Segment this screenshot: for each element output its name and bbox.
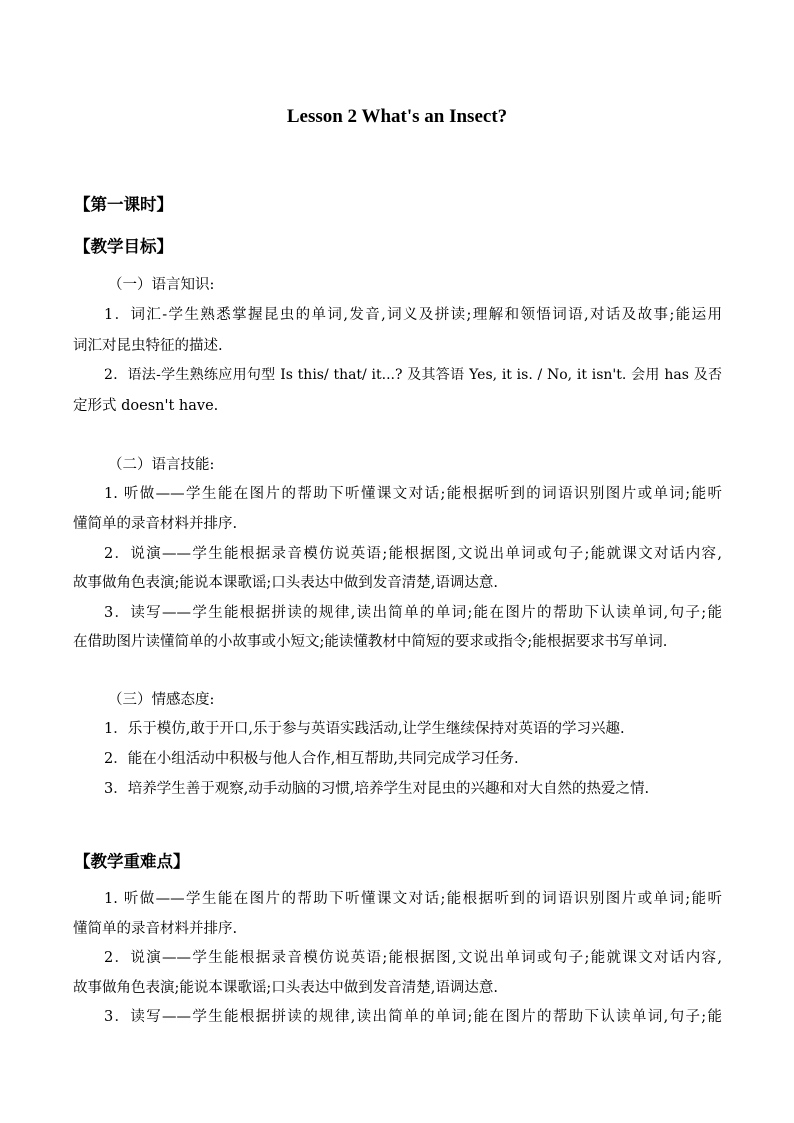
knowledge-item-1: 1．词汇-学生熟悉掌握昆虫的单词,发音,词义及拼读;理解和领悟词语,对话及故事;能运用 bbox=[104, 307, 722, 323]
skills-item-2: 2．说演——学生能根据录音模仿说英语;能根据图,文说出单词或句子;能就课文对话内容, bbox=[104, 546, 722, 562]
attitude-item-3: 3．培养学生善于观察,动手动脑的习惯,培养学生对昆虫的兴趣和对大自然的热爱之情. bbox=[104, 781, 650, 797]
key-points-item-2: 2．说演——学生能根据录音模仿说英语;能根据图,文说出单词或句子;能就课文对话内容, bbox=[104, 950, 722, 966]
key-points-item-3: 3．读写——学生能根据拼读的规律,读出简单的单词;能在图片的帮助下认读单词,句子;能 bbox=[104, 1009, 722, 1025]
key-points-item-1: 1. 听做——学生能在图片的帮助下听懂课文对话;能根据听到的词语识别图片或单词;能听 bbox=[104, 891, 722, 907]
knowledge-heading: （一）语言知识: bbox=[108, 277, 215, 293]
skills-item-3-cont: 在借助图片读懂简单的小故事或小短文;能读懂教材中简短的要求或指令;能根据要求书写单词. bbox=[73, 634, 668, 650]
skills-heading: （二）语言技能: bbox=[108, 457, 215, 473]
attitude-item-1: 1．乐于模仿,敢于开口,乐于参与英语实践活动,让学生继续保持对英语的学习兴趣. bbox=[104, 721, 625, 737]
skills-item-1-cont: 懂简单的录音材料并排序. bbox=[73, 516, 238, 532]
lesson-title: Lesson 2 What's an Insect? bbox=[286, 106, 508, 127]
skills-item-3: 3．读写——学生能根据拼读的规律,读出简单的单词;能在图片的帮助下认读单词,句子;能 bbox=[104, 605, 722, 621]
knowledge-item-2: 2．语法-学生熟练应用句型 Is this/ that/ it...? 及其答语 Yes, it is. / No, it isn't. 会用 has 及否 bbox=[104, 367, 722, 383]
objectives-heading: 【教学目标】 bbox=[74, 237, 173, 256]
period-heading: 【第一课时】 bbox=[74, 195, 173, 214]
attitude-heading: （三）情感态度: bbox=[108, 692, 215, 708]
key-points-item-1-cont: 懂简单的录音材料并排序. bbox=[73, 921, 238, 937]
knowledge-item-2-cont: 定形式 doesn't have. bbox=[73, 398, 219, 414]
knowledge-item-1-cont: 词汇对昆虫特征的描述. bbox=[73, 338, 223, 354]
key-points-heading: 【教学重难点】 bbox=[74, 852, 190, 871]
skills-item-2-cont: 故事做角色表演;能说本课歌谣;口头表达中做到发音清楚,语调达意. bbox=[73, 575, 498, 591]
attitude-item-2: 2．能在小组活动中积极与他人合作,相互帮助,共同完成学习任务. bbox=[104, 751, 519, 767]
skills-item-1: 1. 听做——学生能在图片的帮助下听懂课文对话;能根据听到的词语识别图片或单词;能听 bbox=[104, 486, 722, 502]
key-points-item-2-cont: 故事做角色表演;能说本课歌谣;口头表达中做到发音清楚,语调达意. bbox=[73, 980, 498, 996]
